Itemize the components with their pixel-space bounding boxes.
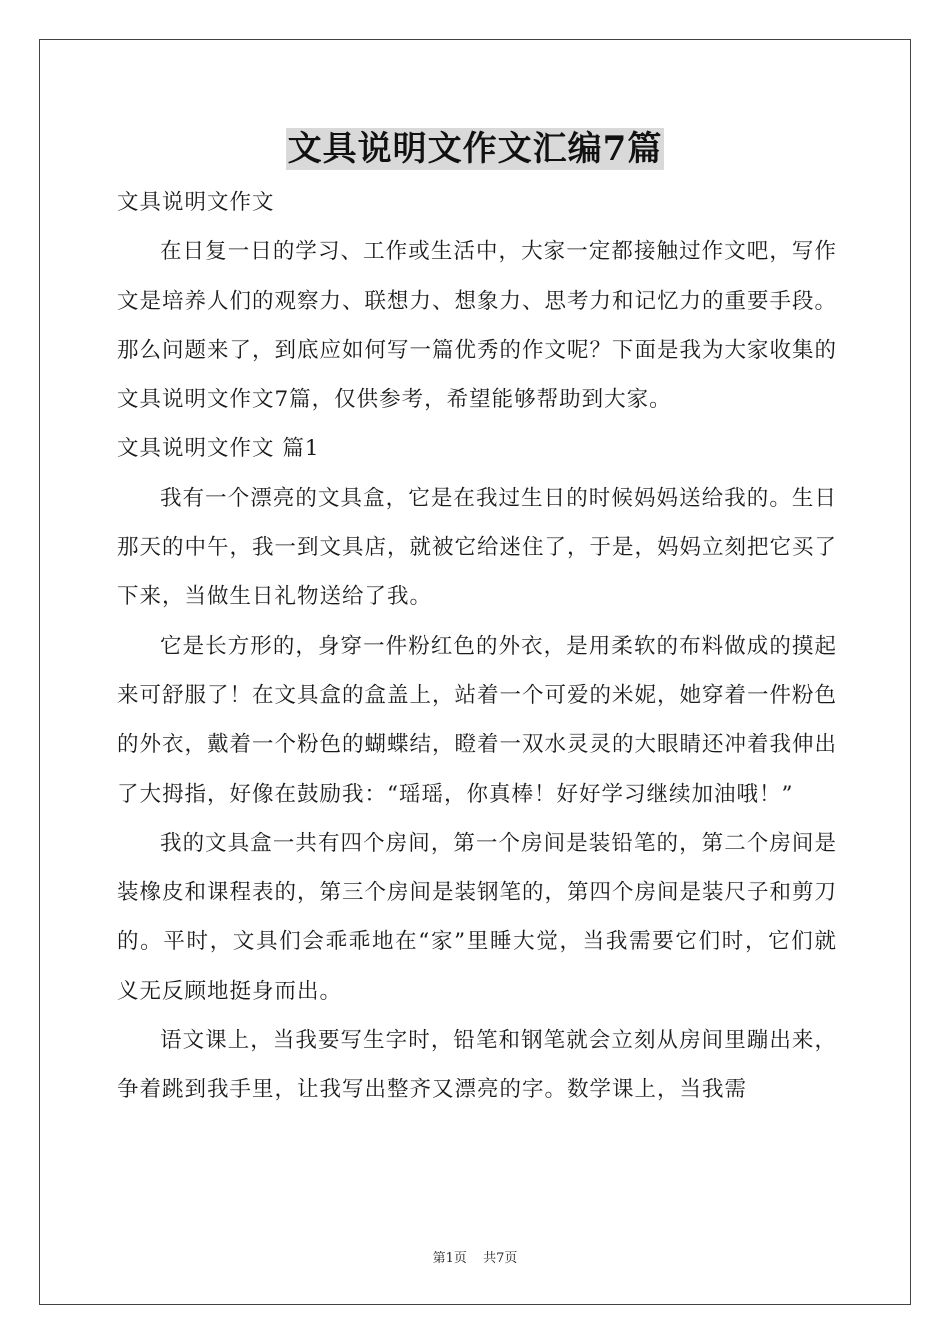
intro-paragraph: 在日复一日的学习、工作或生活中，大家一定都接触过作文吧，写作文是培养人们的观察力、联想力、想象力、思考力和记忆力的重要手段。那么问题来了，到底应如何写一篇优秀的作文呢？下面是我为大家收集的文具说明文作文7篇，仅供参考，希望能够帮助到大家。 <box>117 239 838 413</box>
body-paragraph: 我的文具盒一共有四个房间，第一个房间是装铅笔的，第二个房间是装橡皮和课程表的，第三个房间是装钢笔的，第四个房间是装尺子和剪刀的。平时，文具们会乖乖地在“家”里睡大觉，当我需要它们时，它们就义无反顾地挺身而出。 <box>117 830 838 1004</box>
intro-heading: 文具说明文作文 <box>117 190 275 215</box>
document-body <box>117 178 837 1115</box>
section-heading: 文具说明文作文 篇1 <box>117 436 320 462</box>
body-paragraph: 它是长方形的，身穿一件粉红色的外衣，是用柔软的布料做成的摸起来可舒服了！在文具盒的盒盖上，站着一个可爱的米妮，她穿着一件粉色的外衣，戴着一个粉色的蝴蝶结，瞪着一双水灵灵的大眼睛还冲着我伸出了大拇指，好像在鼓励我：“瑶瑶，你真棒！好好学习继续加油哦！” <box>117 633 838 807</box>
document-title: 文具说明文作文汇编7篇 <box>287 129 663 169</box>
title-wrap <box>0 128 950 170</box>
page-footer <box>0 1247 950 1266</box>
body-paragraph: 语文课上，当我要写生字时，铅笔和钢笔就会立刻从房间里蹦出来，争着跳到我手里，让我写出整齐又漂亮的字。数学课上，当我需 <box>117 1028 837 1103</box>
page-number: 第1页 <box>432 1251 467 1266</box>
body-paragraph: 我有一个漂亮的文具盒，它是在我过生日的时候妈妈送给我的。生日那天的中午，我一到文具店，就被它给迷住了，于是，妈妈立刻把它买了下来，当做生日礼物送给了我。 <box>117 485 838 610</box>
page-total: 共7页 <box>483 1251 518 1266</box>
